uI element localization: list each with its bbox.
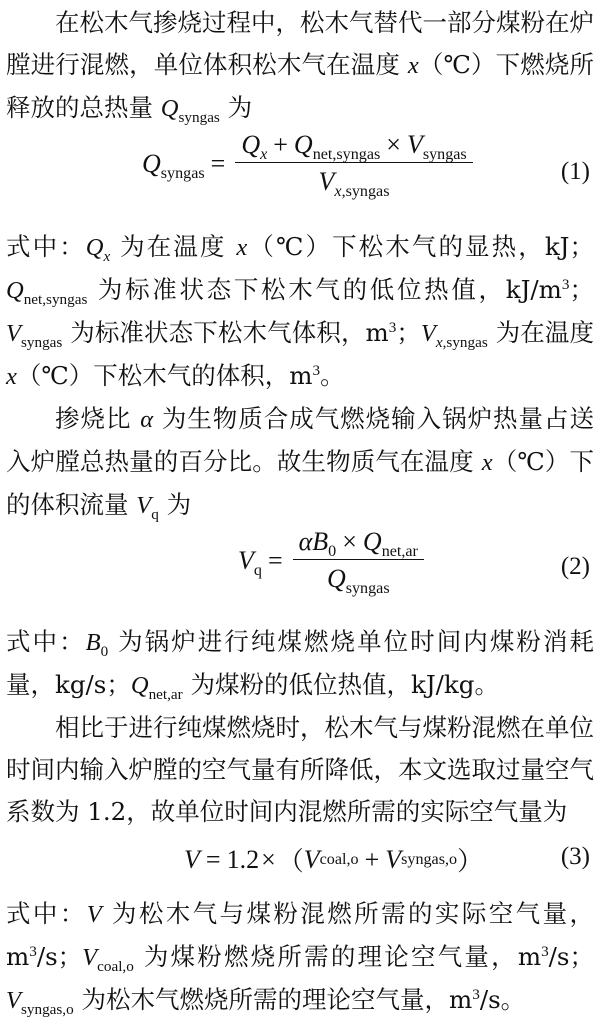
text: 式中： — [6, 232, 86, 261]
subscript-rest: ,syngas — [341, 183, 390, 201]
symbol-v: V — [82, 944, 98, 971]
text: /s。 — [479, 985, 526, 1014]
variable-x: x — [6, 363, 17, 390]
text: 为标准状态下松木气的低位热值，kJ/m — [87, 275, 562, 304]
subscript — [436, 334, 488, 351]
times-sign: × — [342, 527, 357, 556]
text: ； — [396, 318, 421, 347]
subscript: syngas,o — [20, 1000, 74, 1018]
equals-sign: = — [205, 844, 221, 874]
text: 为生物质合成气燃烧输入锅炉热量占送入炉膛总热量的百分比。故生物质气在温度 — [6, 404, 594, 476]
subscript: 0 — [328, 543, 337, 561]
symbol-v: V — [6, 320, 21, 347]
text: /s； — [36, 942, 83, 971]
eq1-fraction — [235, 130, 472, 201]
equation-number: (3) — [560, 843, 590, 870]
equation-number: (2) — [560, 553, 590, 580]
symbol-b: B — [312, 527, 329, 556]
eq1-denominator — [313, 163, 396, 201]
subscript: q — [151, 505, 159, 523]
plus-sign: + — [273, 130, 288, 159]
eq2-denominator — [321, 560, 396, 598]
variable-x: x — [407, 52, 419, 79]
text: （℃）下的体积流量 — [6, 447, 594, 519]
subscript: syngas — [422, 146, 467, 164]
subscript: x — [103, 247, 111, 265]
subscript-x: x — [334, 183, 342, 201]
text: 掺烧比 — [55, 404, 141, 433]
superscript: 3 — [561, 275, 570, 293]
equation-1 — [6, 130, 594, 226]
paragraph-definitions-2 — [6, 621, 594, 707]
symbol-v: V — [184, 844, 200, 874]
subscript: 0 — [100, 642, 109, 660]
plus-sign: + — [364, 844, 380, 874]
symbol-q: Q — [130, 672, 149, 699]
paragraph-cofiring-ratio — [6, 398, 594, 527]
equation-number: (1) — [560, 158, 590, 185]
subscript: net,syngas — [23, 290, 88, 308]
subscript: syngas — [20, 333, 63, 351]
symbol-v: V — [86, 901, 102, 928]
eq1-lhs — [142, 148, 205, 182]
eq2-fraction — [293, 527, 424, 598]
text: （℃）下松木气的体积，m — [16, 361, 313, 390]
paragraph-air-volume: 相比于进行纯煤燃烧时，松木气与煤粉混燃在单位时间内输入炉膛的空气量有所降低，本文选取过量空气系数为 1.2，故单位时间内混燃所需的实际空气量为 — [6, 713, 594, 826]
times-sign: × — [261, 844, 276, 874]
text: 为松木气与煤粉混燃所需的实际空气量，m — [6, 899, 594, 971]
symbol-q: Q — [85, 234, 104, 261]
paragraph-total-heat — [6, 2, 594, 130]
left-paren: （ — [277, 847, 304, 877]
subscript: coal,o — [97, 957, 134, 975]
subscript — [334, 183, 389, 200]
equation-2 — [6, 527, 594, 621]
symbol-b: B — [85, 629, 101, 656]
subscript: syngas — [178, 108, 220, 126]
text: 为松木气燃烧所需的理论空气量，m — [73, 985, 473, 1014]
superscript: 3 — [29, 942, 37, 960]
subscript: net,ar — [148, 685, 183, 703]
text: 为 — [158, 490, 192, 519]
symbol-v: V — [385, 844, 402, 874]
variable-x: x — [236, 234, 248, 261]
symbol-alpha: α — [140, 406, 154, 433]
subscript: net,syngas — [312, 146, 381, 164]
symbol-q: Q — [326, 564, 346, 593]
subscript-x: x — [435, 333, 443, 351]
symbol-v: V — [420, 320, 436, 347]
symbol-v: V — [238, 545, 254, 575]
text: ； — [569, 275, 594, 304]
text: 为锅炉进行纯煤燃烧单位时间内煤粉消耗量，kg/s； — [6, 627, 594, 699]
paragraph-definitions-1 — [6, 226, 594, 398]
text: 在松木气掺烧过程中，松木气替代一部分煤粉在炉膛进行混燃，单位体积松木气在温度 — [6, 8, 594, 79]
times-sign: × — [386, 130, 401, 159]
text: 。 — [320, 361, 345, 390]
superscript: 3 — [312, 361, 321, 379]
equation-3: V = 1.2 × （ V coal,o + V syngas,o ） (3) — [184, 843, 590, 877]
text: 为在温度 — [110, 232, 237, 261]
subscript: q — [253, 561, 262, 579]
paragraph-definitions-3 — [6, 893, 594, 1022]
subscript: syngas — [160, 164, 205, 182]
superscript: 3 — [472, 985, 480, 1003]
eq1-numerator — [235, 130, 472, 163]
equals-sign: = — [267, 545, 283, 575]
text: 式中： — [6, 899, 87, 928]
coefficient: 1.2 — [226, 844, 260, 874]
text: 为标准状态下松木气体积，m — [62, 318, 389, 347]
symbol-v: V — [406, 130, 423, 159]
text: （℃）下松木气的显热，kJ； — [247, 232, 595, 261]
text: /s； — [548, 942, 594, 971]
text: 为煤粉的低位热值，kJ/kg。 — [182, 670, 499, 699]
symbol-q: Q — [241, 130, 261, 159]
subscript: x — [260, 146, 268, 164]
subscript: net,ar — [381, 543, 418, 561]
symbol-q: Q — [160, 95, 179, 122]
symbol-v: V — [6, 987, 21, 1014]
variable-x: x — [481, 449, 493, 476]
equals-sign: = — [210, 148, 226, 178]
superscript: 3 — [388, 318, 397, 336]
symbol-q: Q — [293, 130, 313, 159]
symbol-alpha: α — [298, 527, 313, 556]
right-paren: ） — [457, 847, 484, 877]
text: （℃）下燃烧所释放的总热量 — [6, 50, 594, 122]
symbol-q: Q — [362, 527, 382, 556]
text: 为在温度 — [487, 318, 594, 347]
text: 为煤粉燃烧所需的理论空气量，m — [133, 942, 542, 971]
text: 为 — [219, 93, 253, 122]
symbol-v: V — [136, 492, 152, 519]
symbol-v: V — [303, 844, 320, 874]
symbol-q: Q — [6, 277, 24, 304]
symbol-v: V — [318, 167, 335, 196]
text: 式中： — [6, 627, 86, 656]
subscript-rest: ,syngas — [442, 333, 488, 351]
eq2-lhs — [238, 545, 262, 579]
eq2-numerator — [293, 527, 424, 560]
subscript: syngas — [345, 580, 390, 598]
symbol-q: Q — [142, 148, 161, 178]
superscript: 3 — [541, 942, 549, 960]
